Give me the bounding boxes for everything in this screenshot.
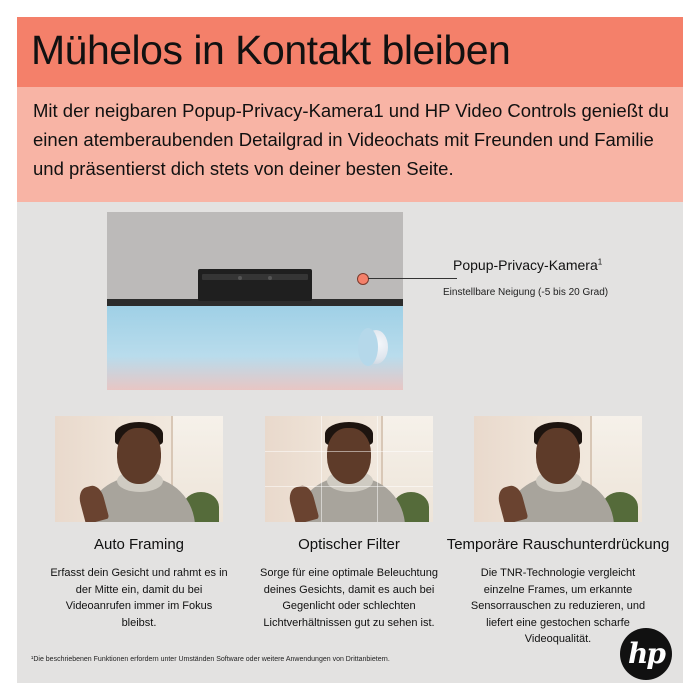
feature-title-noise-reduction: Temporäre Rauschunterdrückung xyxy=(446,536,670,553)
camera-label-sup: 1 xyxy=(597,257,603,267)
filter-grid-line xyxy=(377,416,378,522)
hp-logo: hp xyxy=(620,628,672,680)
feature-desc-auto-framing: Erfasst dein Gesicht und rahmt es in der Mitte ein, damit du bei Videoanrufen immer im Fokus bleibst. xyxy=(50,567,228,629)
page-title: Mühelos in Kontakt bleiben xyxy=(31,27,511,73)
camera-lens-icon xyxy=(238,276,242,280)
feature-desc-optical-filter: Sorge für eine optimale Beleuchtung deines Gesichts, damit es auch bei Gegenlicht oder schlechten Lichtverhältnissen gut zu sehen ist. xyxy=(260,567,438,629)
feature-title-optical-filter: Optischer Filter xyxy=(298,536,400,553)
camera-label-text: Popup-Privacy-Kamera xyxy=(453,257,598,273)
camera-strip xyxy=(202,274,308,280)
callout-line xyxy=(368,278,457,279)
filter-grid-line xyxy=(321,416,322,522)
face xyxy=(327,428,371,484)
popup-camera-module xyxy=(198,269,312,301)
filter-grid-line xyxy=(265,486,433,487)
feature-image-optical-filter xyxy=(265,416,433,522)
filter-grid-line xyxy=(265,451,433,452)
title-band xyxy=(17,17,683,87)
feature-image-auto-framing xyxy=(55,416,223,522)
camera-label xyxy=(453,257,602,273)
footnote: ¹Die beschriebenen Funktionen erfordern unter Umständen Software oder weitere Anwendungen von Drittanbietern. xyxy=(31,656,390,663)
intro-text: Mit der neigbaren Popup-Privacy-Kamera1 und HP Video Controls genießt du einen atemberaubenden Detailgrad in Videochats mit Freunden und Familie und präsentierst dich stets von deiner besten Seite. xyxy=(33,100,669,179)
camera-sublabel: Einstellbare Neigung (-5 bis 20 Grad) xyxy=(443,287,609,298)
moon-shadow xyxy=(358,328,378,366)
feature-desc-noise-reduction: Die TNR-Technologie vergleicht einzelne Frames, um erkannte Sensorrauschen zu reduzieren, und liefert eine gestochen scharfe Videoqualität. xyxy=(470,567,646,645)
feature-title-auto-framing: Auto Framing xyxy=(93,536,185,553)
camera-sensor-icon xyxy=(268,276,272,280)
face xyxy=(117,428,161,484)
feature-image-noise-reduction xyxy=(474,416,642,522)
product-panel xyxy=(17,17,683,683)
callout-dot-icon xyxy=(357,273,369,285)
face xyxy=(536,428,580,484)
intro-band xyxy=(17,87,683,202)
